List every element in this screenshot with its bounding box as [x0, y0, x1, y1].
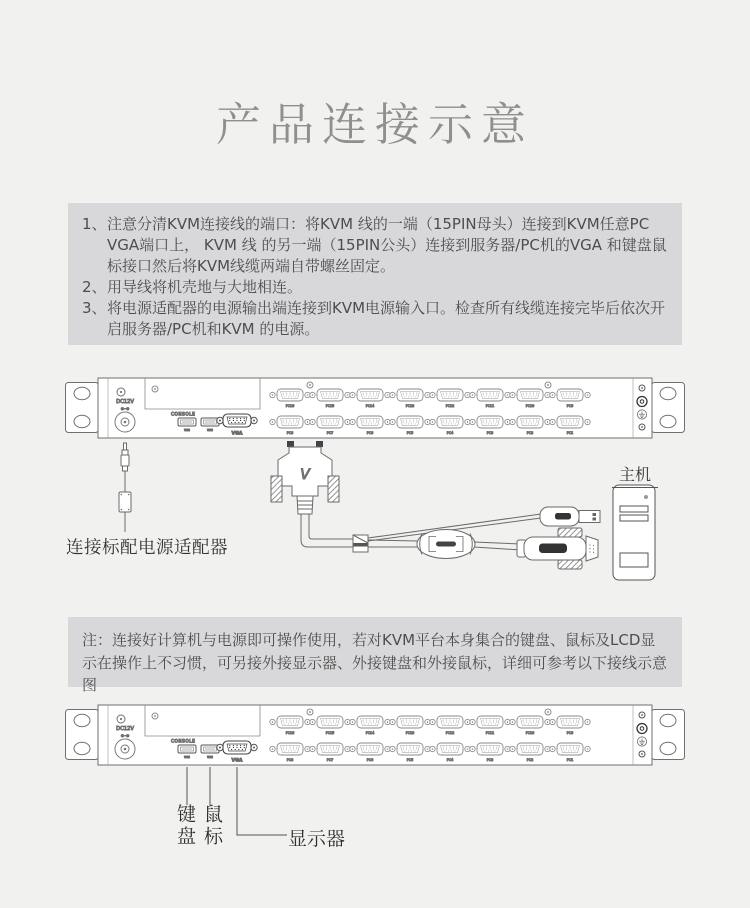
- svg-text:PC6: PC6: [366, 758, 374, 763]
- svg-text:PC12: PC12: [445, 731, 455, 736]
- kvm-chassis: [66, 705, 685, 765]
- instructions-box: [68, 203, 682, 345]
- host-computer: [613, 485, 655, 580]
- vga-branch-cable: [474, 547, 521, 550]
- monitor-label: 显示器: [288, 828, 346, 850]
- svg-text:PC13: PC13: [405, 404, 415, 409]
- svg-text:PC12: PC12: [445, 404, 455, 409]
- note-box: [68, 617, 682, 694]
- instruction-item: [82, 277, 668, 298]
- svg-text:PC1: PC1: [566, 431, 574, 436]
- svg-text:PC15: PC15: [325, 404, 335, 409]
- svg-text:PC16: PC16: [285, 731, 295, 736]
- svg-text:PC10: PC10: [525, 731, 535, 736]
- kvm-switch-rear-panel-bottom: [65, 703, 685, 767]
- svg-text:PC15: PC15: [325, 731, 335, 736]
- svg-text:PC11: PC11: [485, 731, 495, 736]
- host-label: 主机: [612, 462, 658, 488]
- ground-terminal-icon: [637, 410, 646, 419]
- adapter-cable-label: 连接标配电源适配器: [66, 538, 228, 558]
- thumbscrew-right: [328, 476, 339, 502]
- svg-text:PC9: PC9: [566, 731, 574, 736]
- svg-text:DC12V: DC12V: [116, 399, 134, 405]
- svg-text:USB: USB: [184, 428, 190, 432]
- instruction-item: [82, 214, 668, 277]
- host-vga-connector: [517, 528, 598, 569]
- svg-text:PC7: PC7: [326, 758, 334, 763]
- svg-text:PC3: PC3: [486, 758, 494, 763]
- power-adapter-cable: [119, 443, 131, 532]
- svg-text:USB: USB: [207, 428, 213, 432]
- instruction-item: [82, 298, 668, 340]
- kvm-switch-rear-panel-top: [65, 376, 685, 440]
- ground-terminal-icon: [637, 737, 646, 746]
- thumbscrew-left: [271, 476, 282, 502]
- page-title: 产品连接示意: [215, 98, 534, 151]
- svg-text:CONSOLE: CONSOLE: [171, 739, 196, 745]
- instruction-text: 将电源适配器的电源输出端连接到KVM电源输入口。检查所有线缆连接完毕后依次开启服务器/PC机和KVM 的电源。: [107, 299, 666, 338]
- kvm-chassis: [66, 378, 685, 438]
- note-text: 注：连接好计算机与电源即可操作使用，若对KVM平台本身集合的键盘、鼠标及LCD显示在操作上不习惯，可另接外接显示器、外接键盘和外接鼠标，详细可参考以下接线示意图: [82, 631, 668, 694]
- dc-power-input: [115, 726, 135, 759]
- polarity-icon: ⊖–⊕: [120, 733, 130, 738]
- svg-text:PC14: PC14: [365, 731, 375, 736]
- svg-text:PC5: PC5: [406, 758, 414, 763]
- instruction-text: 用导线将机壳地与大地相连。: [107, 278, 303, 296]
- svg-text:PC9: PC9: [566, 404, 574, 409]
- svg-text:PC5: PC5: [406, 431, 414, 436]
- svg-text:USB: USB: [184, 755, 190, 759]
- svg-text:PC2: PC2: [526, 758, 534, 763]
- svg-text:DC12V: DC12V: [116, 726, 134, 732]
- svg-text:PC1: PC1: [566, 758, 574, 763]
- cable-junction: [353, 535, 368, 552]
- instruction-text: 注意分清KVM连接线的端口：将KVM 线的一端（15PIN母头）连接到KVM任意PC VGA端口上， KVM 线 的另一端（15PIN公头）连接到服务器/PC机的VGA 和键盘鼠标接口然后将KVM线缆两端自带螺丝固定。: [107, 215, 667, 275]
- svg-text:VGA: VGA: [231, 431, 243, 437]
- svg-text:PC2: PC2: [526, 431, 534, 436]
- svg-text:PC10: PC10: [525, 404, 535, 409]
- svg-text:PC7: PC7: [326, 431, 334, 436]
- connection-diagram: [60, 440, 705, 615]
- svg-text:PC4: PC4: [446, 758, 454, 763]
- svg-text:PC8: PC8: [286, 431, 294, 436]
- ferrite-bead: [417, 530, 475, 559]
- usb-connector: [540, 507, 600, 526]
- svg-text:USB: USB: [207, 755, 213, 759]
- kvm-cable-vga-connector: [271, 441, 339, 514]
- dc-power-input: [115, 399, 135, 432]
- cable-edge: [309, 514, 353, 539]
- vga-branch-cable: [474, 542, 521, 544]
- instruction-marker: 1、: [82, 215, 107, 233]
- monitor-leader-line: [237, 767, 287, 835]
- instruction-marker: 2、: [82, 278, 107, 296]
- console-leader-lines: [65, 767, 685, 872]
- cable-logo: V: [300, 467, 310, 483]
- instruction-marker: 3、: [82, 299, 107, 317]
- svg-text:PC8: PC8: [286, 758, 294, 763]
- svg-text:CONSOLE: CONSOLE: [171, 412, 196, 418]
- polarity-icon: ⊖–⊕: [120, 406, 130, 411]
- svg-text:PC6: PC6: [366, 431, 374, 436]
- svg-text:PC13: PC13: [405, 731, 415, 736]
- svg-text:PC16: PC16: [285, 404, 295, 409]
- svg-text:VGA: VGA: [231, 758, 243, 764]
- svg-text:PC14: PC14: [365, 404, 375, 409]
- svg-text:PC4: PC4: [446, 431, 454, 436]
- svg-text:PC11: PC11: [485, 404, 495, 409]
- keyboard-label: 键盘: [174, 804, 196, 848]
- mouse-label: 鼠标: [201, 804, 223, 848]
- vga-branch-cable: [368, 540, 418, 541]
- svg-text:PC3: PC3: [486, 431, 494, 436]
